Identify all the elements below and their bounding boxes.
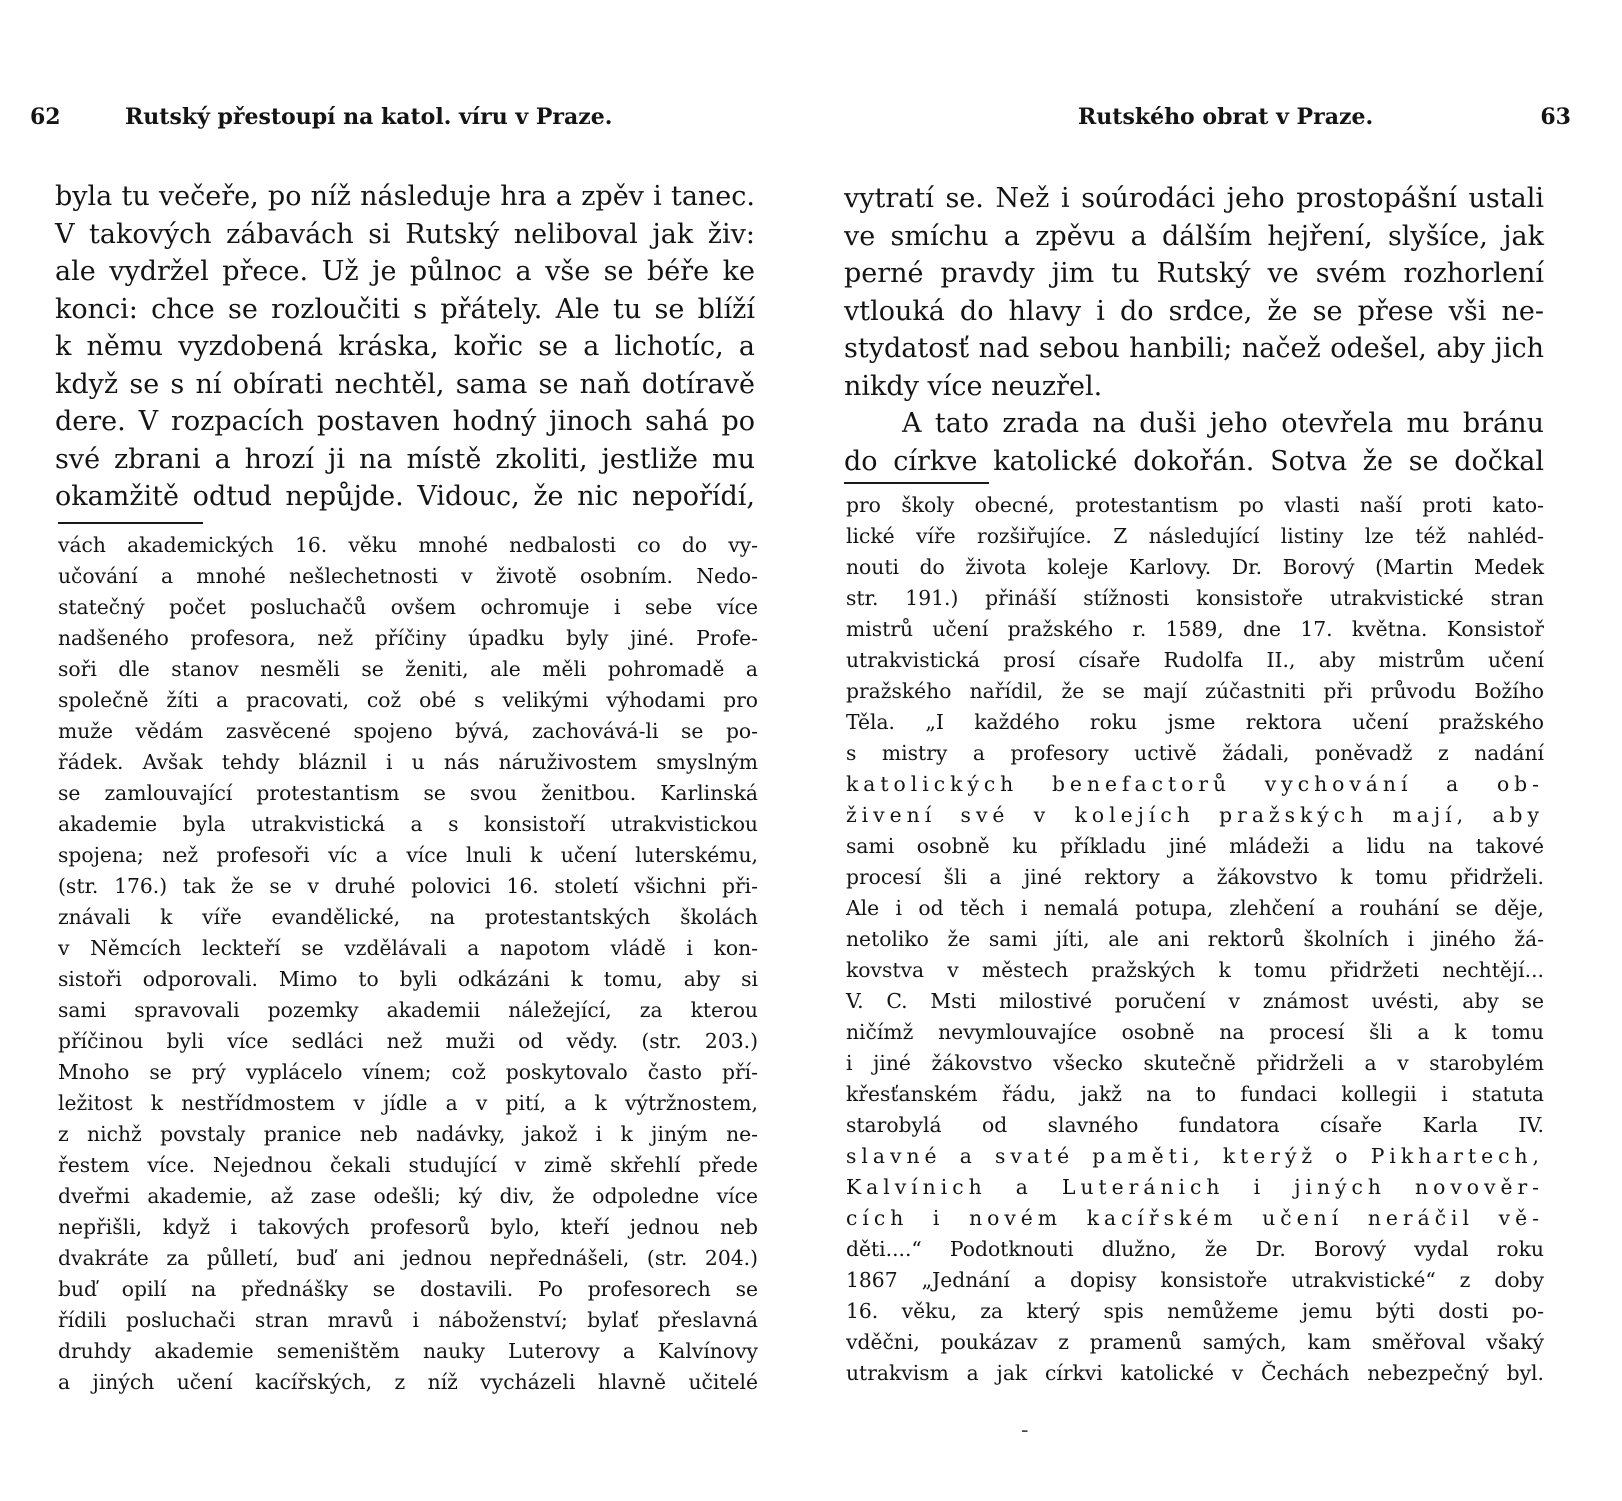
text-line: do církve katolické dokořán. Sotva že se dočkal [844, 445, 1544, 477]
text-line: ve smíchu a zpěvu a dálším hejření, slyšíce, jak [844, 220, 1544, 252]
footnote-line: s mistry a profesory uctivě žádali, poněvadž z nadání [846, 741, 1544, 765]
footnote-line: příčinou byli více sedláci než muži od vědy. (str. 203.) [58, 1029, 758, 1053]
footnote-line: 1867 „Jednání a dopisy konsistoře utrakvistické“ z doby [846, 1268, 1544, 1292]
text-line: ale vydržel přece. Už je půlnoc a vše se béře ke [55, 256, 755, 287]
footnote-line: nepřišli, když i takových profesorů bylo, kteří jednou neb [58, 1215, 758, 1239]
footnote-line: Mnoho se prý vyplácelo vínem; což poskytovalo často pří- [58, 1060, 758, 1084]
text-line: své zbrani a hrozí ji na místě zkoliti, jestliže mu [55, 443, 755, 475]
footnote-line: netoliko že sami jíti, ale ani rektorů školních i jiného žá- [846, 927, 1544, 951]
footnote-line: V. C. Msti milostivé poručení v známost uvésti, aby se [846, 989, 1544, 1013]
text-line: okamžitě odtud nepůjde. Vidouc, že nic nepořídí, [55, 481, 755, 512]
footnote-line: muže vědám zasvěcené spojeno bývá, zachovává-li se po- [58, 719, 758, 743]
page-number: 62 [30, 104, 61, 130]
footnote-line: sami spravovali pozemky akademii náležející, za kterou [58, 998, 758, 1022]
page-number: 63 [1540, 104, 1571, 130]
footnote-line: mistrů učení pražského r. 1589, dne 17. května. Konsistoř [846, 617, 1544, 641]
footnote-line: slavné a svaté paměti, kterýž o Pikhartech, [846, 1144, 1544, 1168]
footnote-line: nouti do života koleje Karlovy. Dr. Borový (Martin Medek [846, 555, 1544, 579]
footnote-line: utrakvistická prosí císaře Rudolfa II., aby mistrům učení [846, 648, 1544, 672]
main-text [55, 178, 755, 516]
running-head-title: Rutský přestoupí na katol. víru v Praze. [125, 104, 613, 130]
footnote-line: akademie byla utrakvistická a s konsistoří utrakvistickou [58, 812, 758, 836]
footnote-rule [844, 482, 989, 484]
footnote-line: Kalvínich a Luteránich i jiných novověr- [846, 1175, 1544, 1199]
main-text [844, 180, 1544, 480]
footnote-line: spojena; než profesoři víc a více lnuli k učení luterskému, [58, 843, 758, 867]
print-speck: - [1021, 1418, 1029, 1443]
footnote-line: dvakráte za půlletí, buď ani jednou nepřednášeli, (str. 204.) [58, 1246, 758, 1270]
footnote-line: utrakvism a jak církvi katolické v Čechách nebezpečný byl. [846, 1361, 1544, 1385]
text-line: A tato zrada na duši jeho otevřela mu bránu [902, 408, 1544, 439]
footnote-line: Těla. „I každého roku jsme rektora učení pražského [846, 710, 1544, 734]
footnote-line: dveřmi akademie, až zase odešli; ký div, že odpoledne více [58, 1184, 758, 1208]
footnote-line: druhdy akademie semeništěm nauky Luterovy a Kalvínovy [58, 1339, 758, 1363]
footnote-line: sami osobně ku příkladu jiné mládeži a lidu na takové [846, 834, 1544, 858]
running-head-title: Rutského obrat v Praze. [1078, 104, 1374, 130]
footnote-line: vách akademických 16. věku mnohé nedbalosti co do vy- [58, 533, 758, 557]
footnote-line: kovstva v městech pražských k tomu přidržeti nechtějí... [846, 958, 1544, 982]
running-head [811, 101, 1571, 133]
footnote-line: lické víře rozšiřujíce. Z následující listiny lze též nahléd- [846, 524, 1544, 548]
footnote-line: nadšeného profesora, než příčiny úpadku byly jiné. Profe- [58, 626, 758, 650]
footnote-line: řádek. Avšak tehdy bláznil i u nás náruživostem smyslným [58, 750, 758, 774]
text-line: když se s ní obírati nechtěl, sama se naň dotíravě [55, 368, 755, 400]
footnote-line: se zamlouvající protestantism se svou ženitbou. Karlinská [58, 781, 758, 805]
text-line: vtlouká do hlavy i do srdce, že se přese vši ne- [844, 295, 1544, 327]
footnote-line: katolických benefactorů vychování a ob- [846, 772, 1544, 796]
footnote-line: starobylá od slavného fundatora císaře Karla IV. [846, 1113, 1544, 1137]
footnote-line: buď opilí na přednášky se dostavili. Po profesorech se [58, 1277, 758, 1301]
footnote-line: řestem více. Nejednou čekali studující v zimě skřehlí přede [58, 1153, 758, 1177]
footnote-line: Ale i od těch i nemalá potupa, zlehčení a rouhání se děje, [846, 896, 1544, 920]
footnote-line: učování a mnohé nešlechetnosti v životě osobním. Nedo- [58, 564, 758, 588]
footnote-line: pro školy obecné, protestantism po vlasti naší proti kato- [846, 493, 1544, 517]
footnote-line: znávali k víře evandělické, na protestantských školách [58, 905, 758, 929]
footnote-line: 16. věku, za který spis nemůžeme jemu býti dosti po- [846, 1299, 1544, 1323]
footnote-rule [58, 522, 203, 524]
footnote-line: v Němcích leckteří se vzdělávali a napotom vládě i kon- [58, 936, 758, 960]
footnote-line: řídili posluchači stran mravů i náboženství; bylať přeslavná [58, 1308, 758, 1332]
text-line: byla tu večeře, po níž následuje hra a zpěv i tanec. [55, 181, 755, 212]
footnote-line: děti....“ Podotknouti dlužno, že Dr. Borový vydal roku [846, 1237, 1544, 1261]
footnote-line: a jiných učení kacířských, z níž vycházeli hlavně učitelé [58, 1370, 758, 1394]
footnote [846, 490, 1544, 1389]
footnote-line: křesťanském řádu, jakž na to fundaci kollegii i statuta [846, 1082, 1544, 1106]
text-line: perné pravdy jim tu Rutský ve svém rozhorlení [844, 258, 1544, 289]
footnote-line: soři dle stanov nesměli se ženiti, ale měli pohromadě a [58, 657, 758, 681]
footnote-line: živení své v kolejích pražských mají, aby [846, 803, 1544, 827]
footnote-line: ničímž nevymlouvajíce osobně na procesí šli a k tomu [846, 1020, 1544, 1044]
text-line: vytratí se. Než i soúrodáci jeho prostopášní ustali [844, 183, 1544, 214]
footnote-line: i jiné žákovstvo všecko skutečně přidrželi a v starobylém [846, 1051, 1544, 1075]
text-line: konci: chce se rozloučiti s přátely. Ale tu se blíží [55, 293, 755, 325]
text-line: nikdy více neuzřel. [844, 370, 1103, 402]
right-page [811, 0, 1622, 1501]
text-line: k němu vyzdobená kráska, kořic se a lichotíc, a [55, 331, 755, 362]
running-head [30, 101, 630, 133]
footnote-line: procesí šli a jiné rektory a žákovstvo k tomu přidrželi. [846, 865, 1544, 889]
footnote-line: str. 191.) přináší stížnosti konsistoře utrakvistické stran [846, 586, 1544, 610]
footnote-line: (str. 176.) tak že se v druhé polovici 16. století všichni při- [58, 874, 758, 898]
footnote-line: statečný počet posluchačů ovšem ochromuje i sebe více [58, 595, 758, 619]
text-line: V takových zábavách si Rutský neliboval jak živ: [55, 218, 755, 250]
footnote-line: cích i novém kacířském učení neráčil vě- [846, 1206, 1544, 1230]
text-line: dere. V rozpacích postaven hodný jinoch sahá po [55, 406, 755, 437]
footnote-line: společně žíti a pracovati, což obé s velikými výhodami pro [58, 688, 758, 712]
footnote-line: pražského nařídil, že se mají zúčastniti při průvodu Božího [846, 679, 1544, 703]
footnote-line: z nichž povstaly pranice neb nadávky, jakož i k jiným ne- [58, 1122, 758, 1146]
footnote-line: ležitost k nestřídmostem v jídle a v pití, a k výtržnostem, [58, 1091, 758, 1115]
footnote-line: vděčni, poukázav z pramenů samých, kam směřoval všaký [846, 1330, 1544, 1354]
footnote-line: sistoři odporovali. Mimo to byli odkázáni k tomu, aby si [58, 967, 758, 991]
footnote [58, 530, 758, 1398]
text-line: stydatosť nad sebou hanbili; načež odešel, aby jich [844, 333, 1544, 364]
